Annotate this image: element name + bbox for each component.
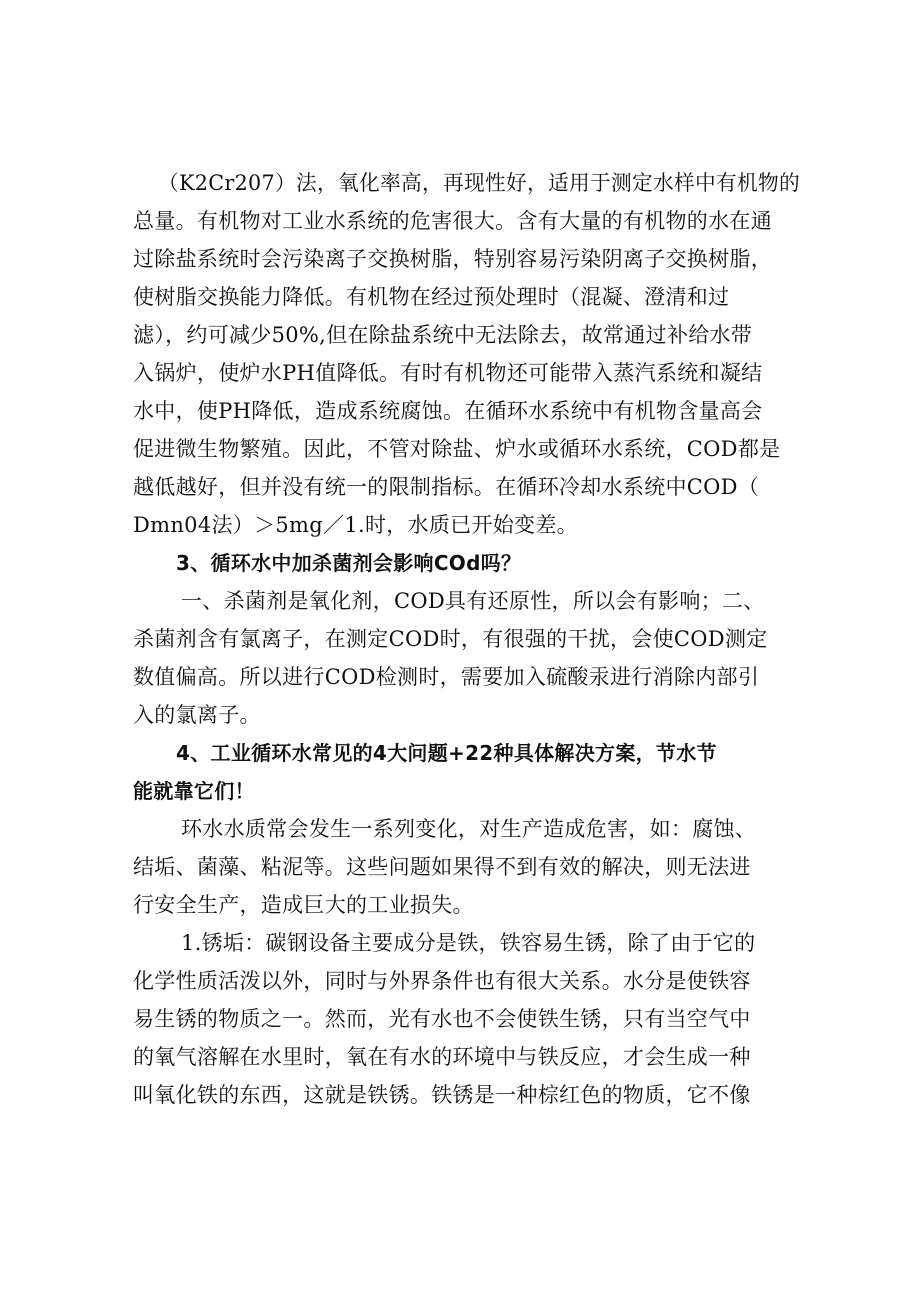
body-text-line: 使树脂交换能力降低。有机物在经过预处理时（混凝、澄清和过 xyxy=(133,285,730,309)
section-heading: 4、工业循环水常见的4大问题+22种具体解决方案，节水节 xyxy=(176,741,717,765)
body-text-line: 行安全生产，造成巨大的工业损失。 xyxy=(133,893,474,917)
body-text-line: 入的氯离子。 xyxy=(133,703,261,727)
body-text-line: Dmn04法）＞5mg／1.时，水质已开始变差。 xyxy=(133,513,578,537)
section-heading: 能就靠它们！ xyxy=(133,779,255,803)
body-text-line: 越低越好，但并没有统一的限制指标。在循环冷却水系统中COD（ xyxy=(133,475,760,499)
body-text-line: 总量。有机物对工业水系统的危害很大。含有大量的有机物的水在通 xyxy=(133,209,772,233)
body-text-line: 入锅炉，使炉水PH值降低。有时有机物还可能带入蒸汽系统和凝结 xyxy=(133,361,763,385)
body-text-line: 促进微生物繁殖。因此，不管对除盐、炉水或循环水系统，COD都是 xyxy=(133,437,781,461)
body-text-line: 1.锈垢：碳钢设备主要成分是铁，铁容易生锈，除了由于它的 xyxy=(181,931,756,955)
body-text-line: 水中，使PH降低，造成系统腐蚀。在循环水系统中有机物含量高会 xyxy=(133,399,763,423)
body-text-line: 滤），约可减少50%,但在除盐系统中无法除去，故常通过补给水带 xyxy=(133,323,753,347)
body-text-line: 数值偏高。所以进行COD检测时，需要加入硫酸汞进行消除内部引 xyxy=(133,665,760,689)
body-text-line: 易生锈的物质之一。然而，光有水也不会使铁生锈，只有当空气中 xyxy=(133,1007,751,1031)
body-text-line: 一、杀菌剂是氧化剂，COD具有还原性，所以会有影响；二、 xyxy=(181,589,765,613)
body-text-line: 杀菌剂含有氯离子，在测定COD时，有很强的干扰，会使COD测定 xyxy=(133,627,768,651)
body-text-line: 环水水质常会发生一系列变化，对生产造成危害，如：腐蚀、 xyxy=(181,817,757,841)
body-text-line: 结垢、菌藻、粘泥等。这些问题如果得不到有效的解决，则无法进 xyxy=(133,855,751,879)
body-text-line: 的氧气溶解在水里时，氧在有水的环境中与铁反应，才会生成一种 xyxy=(133,1045,751,1069)
body-text-line: 过除盐系统时会污染离子交换树脂，特别容易污染阴离子交换树脂， xyxy=(133,247,772,271)
body-text-line: （K2Cr207）法，氧化率高，再现性好，适用于测定水样中有机物的 xyxy=(158,171,801,195)
body-text-line: 化学性质活泼以外，同时与外界条件也有很大关系。水分是使铁容 xyxy=(133,969,751,993)
section-heading: 3、循环水中加杀菌剂会影响COd吗？ xyxy=(176,551,522,575)
body-text-line: 叫氧化铁的东西，这就是铁锈。铁锈是一种棕红色的物质，它不像 xyxy=(133,1083,751,1107)
